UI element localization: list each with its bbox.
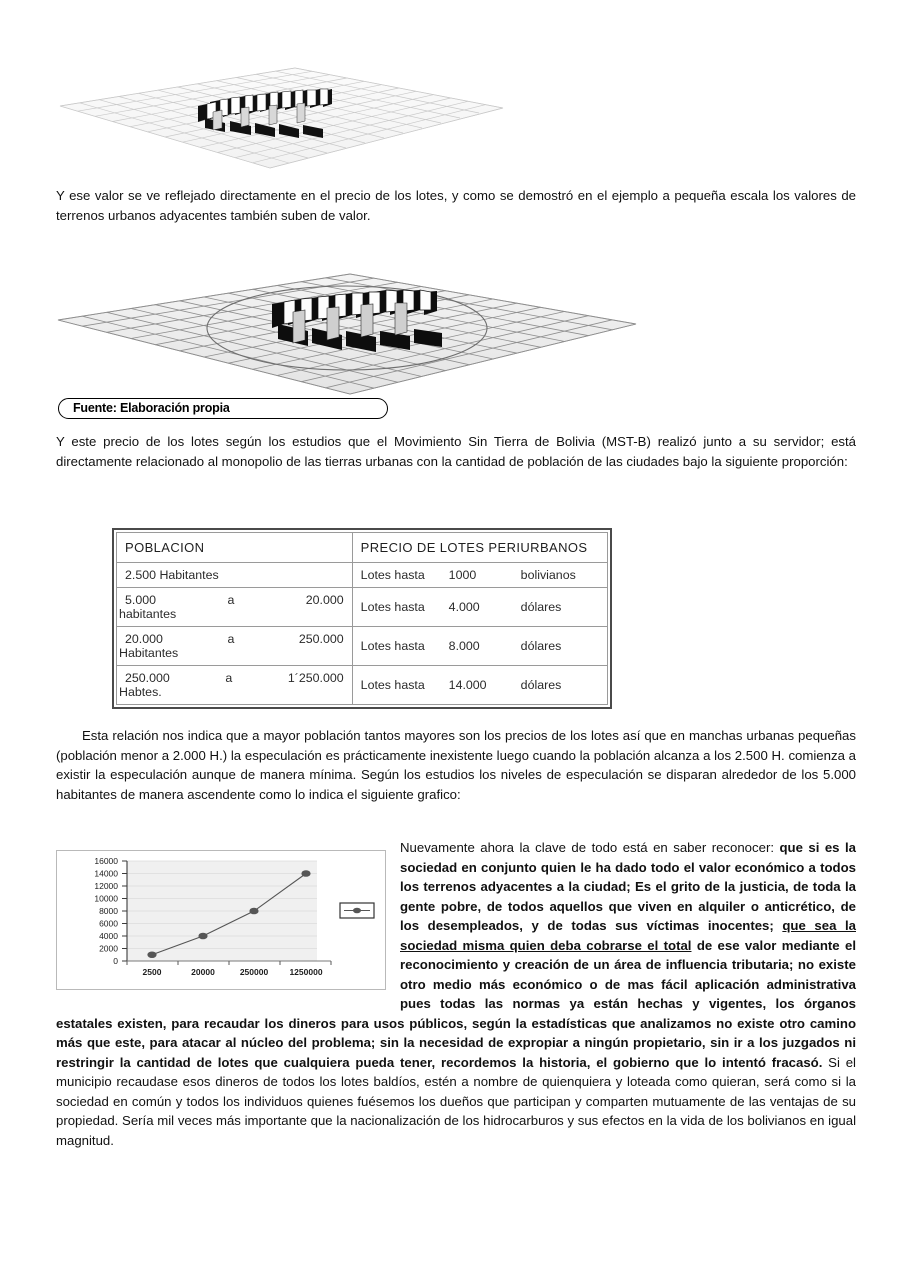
- p4-underlined: que sea la sociedad misma quien deba cobrarse el total: [400, 918, 856, 953]
- population-price-table: [116, 532, 608, 705]
- precio-label: Lotes hasta: [360, 639, 425, 653]
- table-header-row: [117, 533, 608, 563]
- grid-plane-icon: [55, 44, 505, 170]
- svg-text:16000: 16000: [94, 856, 118, 866]
- p4-tail: Si el municipio recaudase esos dineros de todos los lotes baldíos, estén a nombre de quienquiera y loteada como quieran, será como si la sociedad en común y todos los individuos quienes fuésemos los dueños que participan y comparten mutuamente de las ventajas de su propiedad. Sería mil veces más importante que la nacionalización de los hidrocarburos y sus efectos en la vida de los bolivianos en igual magnitud.: [56, 1054, 856, 1148]
- poblacion-to: 250.000: [298, 632, 344, 646]
- figure-grid-plane-1: [55, 44, 505, 170]
- y-axis-ticks: [122, 861, 127, 961]
- precio-currency: dólares: [520, 639, 562, 653]
- cell-poblacion: [117, 588, 353, 627]
- precio-currency: dólares: [520, 678, 562, 692]
- speculation-line-chart: [56, 850, 386, 990]
- cell-precio: [352, 627, 607, 666]
- x-axis-labels: [143, 967, 323, 977]
- cell-poblacion: [117, 666, 353, 705]
- figure-source-caption: Fuente: Elaboración propia: [58, 398, 388, 419]
- svg-text:250000: 250000: [239, 967, 269, 977]
- poblacion-sep: a: [227, 593, 235, 607]
- svg-text:0: 0: [113, 956, 118, 966]
- table-row: [117, 588, 608, 627]
- precio-currency: bolivianos: [520, 568, 576, 582]
- p4-bold-a: que si es la sociedad en conjunto quien le ha dado todo el valor económico a todos los terrenos adyacentes a la ciudad; Es el grito de la justicia, de toda la gente pobre, de todos aquellos que viven en alquiler o anticrético, de los desempleados, y de todas sus víctimas inocentes;: [400, 840, 856, 933]
- poblacion-from: 5.000: [125, 593, 157, 607]
- cell-precio: [352, 563, 607, 588]
- paragraph-2: Y este precio de los lotes según los estudios que el Movimiento Sin Tierra de Bolivia (MST-B) realizó junto a su servidor; está directamente relacionado al monopolio de las tierras urbanas con la cantidad de población de las ciudades bajo la siguiente proporción:: [56, 434, 856, 469]
- precio-label: Lotes hasta: [360, 568, 425, 582]
- svg-text:20000: 20000: [191, 967, 215, 977]
- cell-precio: [352, 588, 607, 627]
- poblacion-to: 20.000: [305, 593, 344, 607]
- population-price-table-wrapper: [112, 528, 612, 709]
- p4-bold-b: de ese valor mediante el reconocimiento y creación de un área de influencia tributaria; no existe otro medio más económico o de mas fácil aplicación administrativa pues todas las normas ya están hechas y vigentes, los órganos estatales existen, para recaudar los dineros para usos públicos, según la estadísticas que analizamos no existe otro camino más que este, para atacar al núcleo del problema; sin la necesidad de expropiar a ningún propietario, sin ir a los juzgados ni restringir la cantidad de lotes que cualquiera pueda tener, recordemos la historia, el gobierno que lo intentó fracasó.: [56, 937, 856, 1070]
- svg-text:10000: 10000: [94, 893, 118, 904]
- header-precio: PRECIO DE LOTES PERIURBANOS: [352, 533, 607, 563]
- svg-text:2500: 2500: [142, 967, 162, 977]
- svg-text:8000: 8000: [99, 906, 118, 916]
- grid-plane-influence-icon: [50, 258, 640, 398]
- poblacion-to: 1´250.000: [287, 671, 344, 685]
- svg-text:12000: 12000: [94, 881, 118, 891]
- poblacion-from: 20.000: [125, 632, 163, 646]
- chart-legend: [340, 903, 374, 918]
- svg-text:4000: 4000: [99, 931, 118, 941]
- cell-precio: [352, 666, 607, 705]
- svg-text:14000: 14000: [94, 868, 118, 879]
- table-row: [117, 666, 608, 705]
- poblacion-from: 250.000: [125, 671, 170, 685]
- precio-label: Lotes hasta: [360, 600, 425, 614]
- figure-grid-plane-2: [50, 258, 640, 398]
- legend-marker-icon: [353, 908, 361, 914]
- precio-value: 14.000: [448, 678, 487, 692]
- poblacion-sep: a: [225, 671, 233, 685]
- poblacion-unit: Habitantes: [119, 646, 179, 660]
- y-axis-labels: [94, 856, 118, 966]
- chart-svg: [61, 855, 381, 985]
- precio-label: Lotes hasta: [360, 678, 425, 692]
- paragraph-3: Esta relación nos indica que a mayor población tantos mayores son los precios de los lotes así que en manchas urbanas pequeñas (población menor a 2.000 H.) la especulación es prácticamente inexistente luego cuando la población alcanza a los 2.500 H. comienza a existir la especulación aunque de manera mínima. Según los estudios los niveles de especulación se disparan alrededor de los 5.000 habitantes de manera ascendente como lo indica el siguiente grafico:: [56, 728, 856, 802]
- precio-currency: dólares: [520, 600, 562, 614]
- p4-intro: Nuevamente ahora la clave de todo está en saber reconocer:: [400, 840, 780, 855]
- x-axis-ticks: [127, 961, 331, 965]
- header-poblacion: POBLACION: [117, 533, 353, 563]
- poblacion-unit: Habtes.: [119, 685, 162, 699]
- precio-value: 1000: [448, 568, 477, 582]
- poblacion-unit: habitantes: [119, 607, 177, 621]
- svg-text:6000: 6000: [99, 918, 118, 929]
- cell-poblacion: [117, 563, 353, 588]
- poblacion-from: 2.500 Habitantes: [125, 568, 219, 582]
- paragraph-1: Y ese valor se ve reflejado directamente en el precio de los lotes, y como se demostró en el ejemplo a pequeña escala los valores de terrenos urbanos adyacentes también suben de valor.: [56, 188, 856, 223]
- table-row: [117, 627, 608, 666]
- poblacion-sep: [277, 568, 285, 582]
- precio-value: 8.000: [448, 639, 480, 653]
- cell-poblacion: [117, 627, 353, 666]
- precio-value: 4.000: [448, 600, 480, 614]
- svg-text:1250000: 1250000: [289, 967, 323, 977]
- table-row: [117, 563, 608, 588]
- svg-text:2000: 2000: [99, 943, 118, 954]
- poblacion-sep: a: [227, 632, 235, 646]
